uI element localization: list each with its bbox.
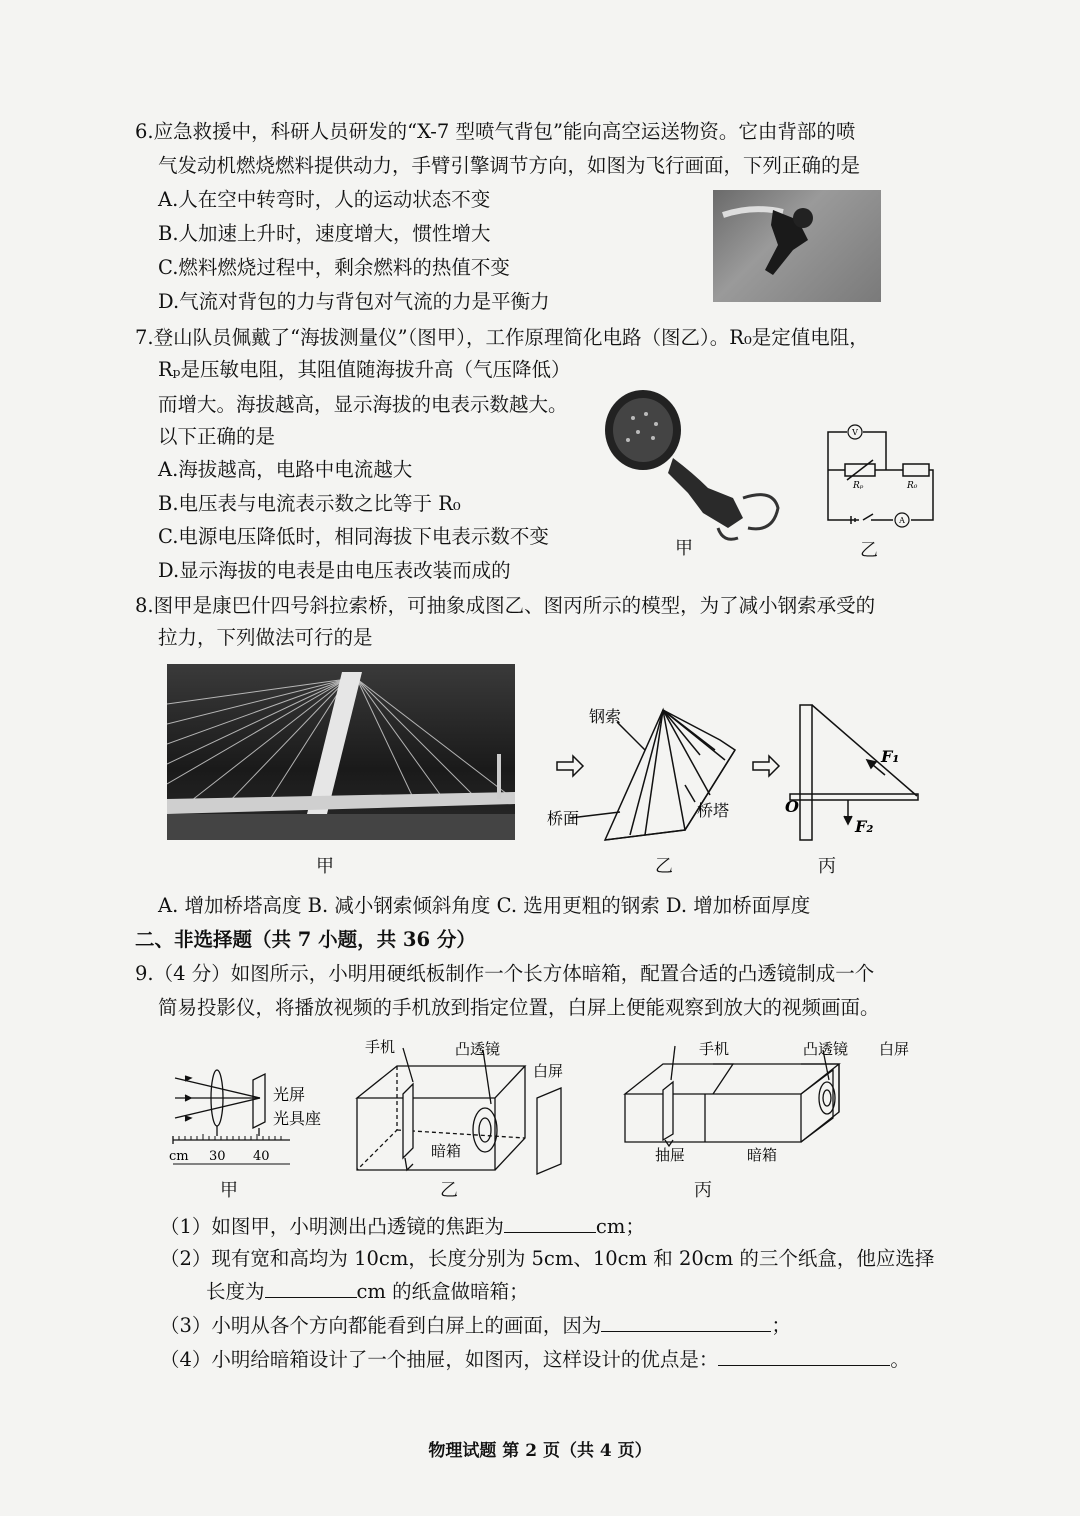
q9-sub4-answer-blank[interactable]: [718, 1345, 890, 1366]
q6-stem-line2: 气发动机燃烧燃料提供动力，手臂引擎调节方向，如图为飞行画面，下列正确的是: [158, 154, 861, 177]
q9-sub1-text: （1）如图甲，小明测出凸透镜的焦距为: [160, 1215, 504, 1238]
dark-box-label-bing: 暗箱: [747, 1146, 778, 1164]
altimeter-device-image: [598, 388, 788, 548]
q8-fig-yi-caption: 乙: [655, 856, 673, 877]
ruler-40-label: 40: [253, 1149, 270, 1164]
pivot-o-label: O: [785, 797, 799, 816]
altimeter-circuit-diagram: [823, 424, 938, 524]
q6-stem-line1: 6.应急救援中，科研人员研发的“X-7 型喷气背包”能向高空运送物资。它由背部的喷: [135, 120, 856, 143]
q9-sub4: [160, 1345, 910, 1374]
q8-fig-bing-caption: 丙: [818, 856, 836, 877]
ammeter-label: A: [899, 516, 905, 525]
q9-fig-jia-caption: 甲: [220, 1180, 238, 1201]
q9-fig-bing-drawer-box: [623, 1036, 933, 1176]
bridge-photo: [167, 664, 515, 840]
q9-sub2-answer-blank[interactable]: [265, 1277, 357, 1298]
q9-sub2-line1: （2）现有宽和高均为 10cm，长度分别为 5cm、10cm 和 20cm 的三个纸盒，他应选择: [160, 1247, 935, 1270]
white-screen-label: 白屏: [533, 1062, 564, 1080]
page-footer: 物理试题 第 2 页（共 4 页）: [428, 1441, 652, 1461]
tower-label: 桥塔: [697, 801, 730, 820]
q9-sub2-suffix: cm 的纸盒做暗箱；: [356, 1280, 529, 1303]
force-f1-label: F₁: [881, 747, 900, 766]
q6-option-d: D.气流对背包的力与背包对气流的力是平衡力: [158, 290, 550, 313]
q9-sub3-answer-blank[interactable]: [601, 1311, 771, 1332]
light-screen-label: 光屏: [273, 1085, 306, 1104]
q9-sub3-suffix: ；: [771, 1314, 791, 1337]
q7-option-d: D.显示海拔的电表是由电压表改装而成的: [158, 559, 511, 582]
dark-box-label: 暗箱: [431, 1142, 462, 1160]
q8-options: A. 增加桥塔高度 B. 减小钢索倾斜角度 C. 选用更粗的钢索 D. 增加桥面厚度: [158, 894, 811, 917]
q6-option-c: C.燃料燃烧过程中，剩余燃料的热值不变: [158, 256, 510, 279]
ruler-30-label: 30: [209, 1149, 226, 1164]
q7-option-b: B.电压表与电流表示数之比等于 R₀: [158, 492, 461, 515]
jetpack-photo: [713, 190, 881, 302]
q9-sub1-answer-blank[interactable]: [504, 1212, 596, 1233]
q6-option-b: B.人加速上升时，速度增大，惯性增大: [158, 222, 491, 245]
q8-stem-line2: 拉力，下列做法可行的是: [158, 626, 373, 649]
ruler-cm-label: cm: [169, 1149, 189, 1164]
q9-fig-bing-caption: 丙: [694, 1180, 712, 1201]
phone-label-bing: 手机: [699, 1040, 730, 1058]
q7-stem-line1: 7.登山队员佩戴了“海拔测量仪”（图甲），工作原理简化电路（图乙）。R₀是定值电阻，: [135, 326, 869, 349]
q8-fig-jia-caption: 甲: [316, 856, 334, 877]
drawer-label: 抽屉: [655, 1146, 686, 1164]
q6-option-a: A.人在空中转弯时，人的运动状态不变: [158, 188, 491, 211]
q8-stem-line1: 8.图甲是康巴什四号斜拉索桥，可抽象成图乙、图丙所示的模型，为了减小钢索承受的: [135, 594, 876, 617]
q7-stem-line2: Rₚ是压敏电阻，其阻值随海拔升高（气压降低）: [158, 358, 571, 381]
q9-sub4-suffix: 。: [890, 1348, 910, 1371]
q7-fig-yi-caption: 乙: [860, 540, 878, 561]
optical-bench-label: 光具座: [273, 1109, 322, 1128]
q9-sub2-line2: [206, 1277, 529, 1306]
deck-label: 桥面: [547, 809, 580, 828]
bridge-model-diagrams: [545, 700, 945, 860]
q7-option-a: A.海拔越高，电路中电流越大: [158, 458, 413, 481]
q9-sub3: [160, 1311, 791, 1340]
rp-label: Rₚ: [853, 481, 864, 491]
q9-sub2-text: 长度为: [206, 1280, 265, 1303]
q9-stem-line2: 简易投影仪，将播放视频的手机放到指定位置，白屏上便能观察到放大的视频画面。: [158, 996, 880, 1019]
force-f2-label: F₂: [855, 817, 874, 836]
q9-sub4-text: （4）小明给暗箱设计了一个抽屉，如图丙，这样设计的优点是：: [160, 1348, 719, 1371]
q7-stem-line4: 以下正确的是: [158, 425, 276, 448]
q9-fig-yi-dark-box: [355, 1038, 575, 1178]
voltmeter-label: V: [852, 428, 858, 437]
white-screen-label-bing: 白屏: [879, 1040, 910, 1058]
q9-sub3-text: （3）小明从各个方向都能看到白屏上的画面，因为: [160, 1314, 602, 1337]
convex-lens-label: 凸透镜: [455, 1040, 501, 1058]
q9-stem-line1: 9.（4 分）如图所示，小明用硬纸板制作一个长方体暗箱，配置合适的凸透镜制成一个: [135, 962, 875, 985]
q7-stem-line3: 而增大。海拔越高，显示海拔的电表示数越大。: [158, 393, 568, 416]
phone-label: 手机: [365, 1038, 396, 1056]
convex-lens-label-bing: 凸透镜: [803, 1040, 849, 1058]
q9-fig-yi-caption: 乙: [440, 1180, 458, 1201]
q7-fig-jia-caption: 甲: [675, 538, 693, 559]
cable-label: 钢索: [589, 707, 622, 726]
section-2-heading: 二、非选择题（共 7 小题，共 36 分）: [135, 928, 476, 951]
q9-fig-jia-optical-bench: [165, 1040, 355, 1200]
q9-sub1-unit: cm；: [595, 1215, 645, 1238]
q7-option-c: C.电源电压降低时，相同海拔下电表示数不变: [158, 525, 549, 548]
r0-label: R₀: [907, 481, 918, 491]
q9-sub1: [160, 1212, 645, 1241]
